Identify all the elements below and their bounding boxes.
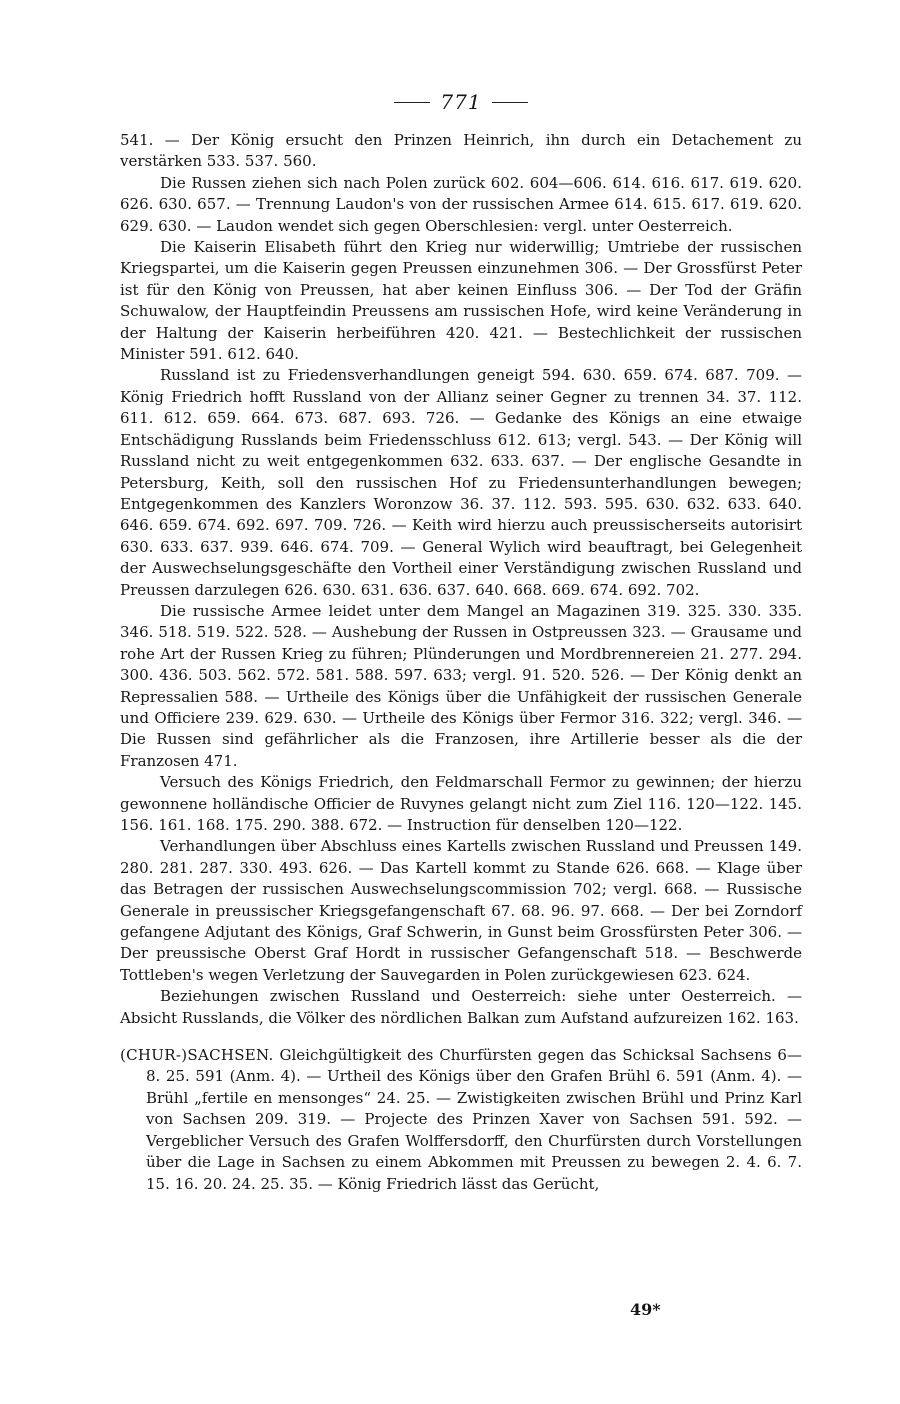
page-header: [120, 82, 802, 122]
paragraph: Beziehungen zwischen Russland und Oesterreich: siehe unter Oesterreich. — Absicht Russlands, die Völker des nördlichen Balkan zum Aufstand aufzureizen 162. 163.: [120, 987, 802, 1027]
page-number: 771: [440, 90, 482, 114]
paragraph: Versuch des Königs Friedrich, den Feldmarschall Fermor zu gewinnen; der hierzu gewonnene holländische Officier de Ruvynes gelangt nicht zum Ziel 116. 120—122. 145. 156. 161. 168. 175. 290. 388. 672. — Instruction für denselben 120—122.: [120, 773, 802, 834]
page-body: [120, 82, 802, 1195]
paragraph: Russland ist zu Friedensverhandlungen geneigt 594. 630. 659. 674. 687. 709. — König Friedrich hofft Russland von der Allianz seiner Gegner zu trennen 34. 37. 112. 611. 612. 659. 664. 673. 687. 693. 726. — Gedanke des Königs an eine etwaige Entschädigung Russlands beim Friedensschluss 612. 613; vergl. 543. — Der König will Russland nicht zu weit entgegenkommen 632. 633. 637. — Der englische Gesandte in Petersburg, Keith, soll den russischen Hof zu Friedensunterhandlungen bewegen; Entgegenkommen des Kanzlers Woronzow 36. 37. 112. 593. 595. 630. 632. 633. 640. 646. 659. 674. 692. 697. 709. 726. — Keith wird hierzu auch preussischerseits autorisirt 630. 633. 637. 939. 646. 674. 709. — General Wylich wird beauftragt, bei Gelegenheit der Auswechselungsgeschäfte den Vortheil einer Verständigung zwischen Russland und Preussen darzulegen 626. 630. 631. 636. 637. 640. 668. 669. 674. 692. 702.: [120, 366, 802, 599]
index-entry: [120, 1045, 802, 1195]
paragraph: Die Russen ziehen sich nach Polen zurück 602. 604—606. 614. 616. 617. 619. 620. 626. 630. 657. — Trennung Laudon's von der russischen Armee 614. 615. 617. 619. 620. 629. 630. — Laudon wendet sich gegen Oberschlesien: vergl. unter Oesterreich.: [120, 173, 802, 235]
entry-heading: (CHUR-)SACHSEN.: [120, 1046, 274, 1065]
signature-mark: 49*: [630, 1300, 661, 1319]
paragraph: 541. — Der König ersucht den Prinzen Heinrich, ihn durch ein Detachement zu verstärken 533. 537. 560.: [120, 131, 802, 171]
paragraph: Verhandlungen über Abschluss eines Kartells zwischen Russland und Preussen 149. 280. 281. 287. 330. 493. 626. — Das Kartell kommt zu Stande 626. 668. — Klage über das Betragen der russischen Auswechselungscommission 702; vergl. 668. — Russische Generale in preussischer Kriegsgefangenschaft 67. 68. 96. 97. 668. — Der bei Zorndorf gefangene Adjutant des Königs, Graf Schwerin, in Gunst beim Grossfürsten Peter 306. — Der preussische Oberst Graf Hordt in russischer Gefangenschaft 518. — Beschwerde Tottleben's wegen Verletzung der Sauvegarden in Polen zurückgewiesen 623. 624.: [120, 837, 802, 984]
entry-text: Gleichgültigkeit des Churfürsten gegen das Schicksal Sachsens 6—8. 25. 591 (Anm. 4). — Urtheil des Königs über den Grafen Brühl 6. 591 (Anm. 4). — Brühl „fertile en mensonges“ 24. 25. — Zwistigkeiten zwischen Brühl und Prinz Karl von Sachsen 209. 319. — Projecte des Prinzen Xaver von Sachsen 591. 592. — Vergeblicher Versuch des Grafen Wolffersdorff, den Churfürsten durch Vorstellungen über die Lage in Sachsen zu einem Abkommen mit Preussen zu bewegen 2. 4. 6. 7. 15. 16. 20. 24. 25. 35. — König Friedrich lässt das Gerücht,: [146, 1046, 802, 1193]
paragraph: Die russische Armee leidet unter dem Mangel an Magazinen 319. 325. 330. 335. 346. 518. 519. 522. 528. — Aushebung der Russen in Ostpreussen 323. — Grausame und rohe Art der Russen Krieg zu führen; Plünderungen und Mordbrennereien 21. 277. 294. 300. 436. 503. 562. 572. 581. 588. 597. 633; vergl. 91. 520. 526. — Der König denkt an Repressalien 588. — Urtheile des Königs über die Unfähigkeit der russischen Generale und Officiere 239. 629. 630. — Urtheile des Königs über Fermor 316. 322; vergl. 346. — Die Russen sind gefährlicher als die Franzosen, ihre Artillerie besser als die der Franzosen 471.: [120, 601, 802, 770]
header-rule-right: [492, 102, 528, 103]
header-rule-left: [394, 102, 430, 103]
paragraph: Die Kaiserin Elisabeth führt den Krieg nur widerwillig; Umtriebe der russischen Kriegspartei, um die Kaiserin gegen Preussen einzunehmen 306. — Der Grossfürst Peter ist für den König von Preussen, hat aber keinen Einfluss 306. — Der Tod der Gräfin Schuwalow, der Hauptfeindin Preussens am russischen Hofe, wird keine Veränderung in der Haltung der Kaiserin herbeiführen 420. 421. — Bestechlichkeit der russischen Minister 591. 612. 640.: [120, 238, 802, 364]
